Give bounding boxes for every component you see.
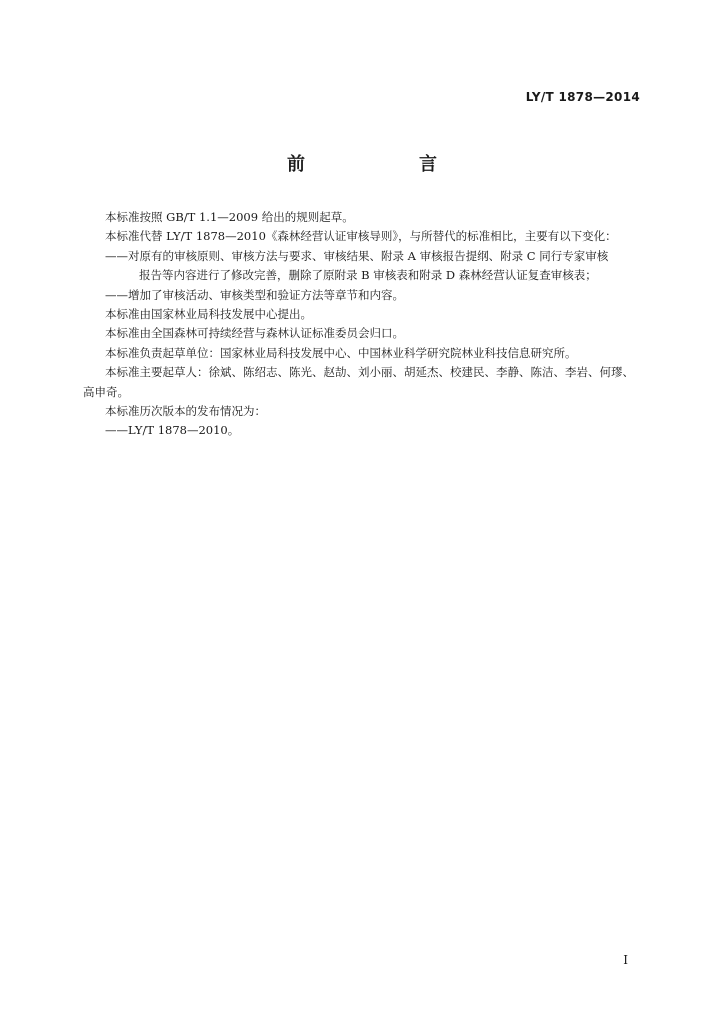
- paragraph-managed-by: 本标准由全国森林可持续经营与森林认证标准委员会归口。: [105, 326, 404, 341]
- change-item-1: ——对原有的审核原则、审核方法与要求、审核结果、附录 A 审核报告提纲、附录 C 同行专家审核: [105, 248, 609, 263]
- paragraph-drafters: 本标准主要起草人：徐斌、陈绍志、陈光、赵劼、刘小丽、胡延杰、校建民、李静、陈洁、李岩、何璆、: [105, 365, 634, 380]
- paragraph-drafting-units: 本标准负责起草单位：国家林业局科技发展中心、中国林业科学研究院林业科技信息研究所。: [105, 345, 577, 360]
- page-number: I: [623, 953, 628, 967]
- page-title: 前 言: [287, 154, 485, 175]
- paragraph-drafting-rules: 本标准按照 GB/T 1.1—2009 给出的规则起草。: [105, 210, 354, 224]
- paragraph-drafters-continued: 高申奇。: [83, 384, 129, 399]
- change-item-1-continued: 报告等内容进行了修改完善，删除了原附录 B 审核表和附录 D 森林经营认证复查审核表；: [139, 268, 597, 283]
- history-item-1: ——LY/T 1878—2010。: [105, 423, 240, 438]
- paragraph-history: 本标准历次版本的发布情况为：: [105, 404, 266, 419]
- paragraph-proposed-by: 本标准由国家林业局科技发展中心提出。: [105, 307, 312, 322]
- change-item-2: ——增加了审核活动、审核类型和验证方法等章节和内容。: [105, 287, 404, 302]
- standard-code: LY/T 1878—2014: [525, 90, 640, 104]
- paragraph-replaces: 本标准代替 LY/T 1878—2010《森林经营认证审核导则》，与所替代的标准相比，主要有以下变化：: [105, 229, 617, 244]
- foreword-body: [83, 208, 643, 441]
